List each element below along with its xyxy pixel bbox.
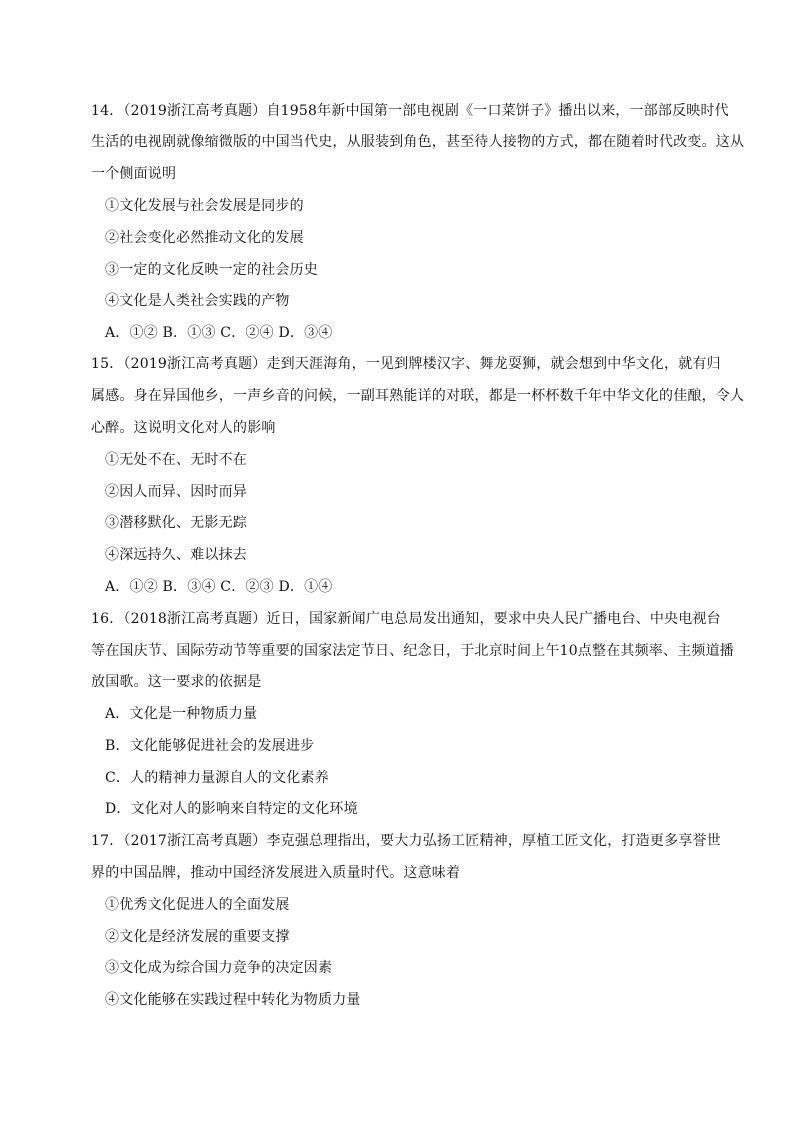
question-17-item-2: ②文化是经济发展的重要支撑 bbox=[105, 929, 290, 945]
question-16-stem-3: 放国歌。这一要求的依据是 bbox=[91, 674, 262, 690]
question-15-item-2: ②因人而异、因时而异 bbox=[105, 484, 247, 500]
question-14-stem-3: 一个侧面说明 bbox=[91, 166, 177, 182]
question-14-number: 14．（2019浙江高考真题） bbox=[91, 103, 267, 119]
question-17-stem-1: 李克强总理指出，要大力弘扬工匠精神，厚植工匠文化，打造更多享誉世 bbox=[266, 833, 721, 849]
question-16-choice-d: D．文化对人的影响来自特定的文化环境 bbox=[105, 801, 358, 817]
question-14-options: A．①② B．①③ C．②④ D．③④ bbox=[105, 325, 333, 341]
question-15-stem-1: 走到天涯海角，一见到牌楼汉字、舞龙耍狮，就会想到中华文化，就有归 bbox=[266, 356, 721, 372]
question-15-number: 15．（2019浙江高考真题） bbox=[91, 356, 267, 372]
question-16-number: 16．（2018浙江高考真题） bbox=[91, 611, 267, 627]
question-15-item-1: ①无处不在、无时不在 bbox=[105, 452, 247, 468]
question-15-line-1 bbox=[91, 354, 721, 374]
question-16-stem-1: 近日，国家新闻广电总局发出通知，要求中央人民广播电台、中央电视台 bbox=[266, 611, 721, 627]
question-16-choice-b: B．文化能够促进社会的发展进步 bbox=[105, 738, 315, 754]
question-16-line-1 bbox=[91, 609, 721, 629]
question-14-stem-2: 生活的电视剧就像缩微版的中国当代史，从服装到角色，甚至待人接物的方式，都在随着时代改变。这从 bbox=[91, 134, 745, 150]
question-14-item-1: ①文化发展与社会发展是同步的 bbox=[105, 198, 304, 214]
question-17-stem-2: 界的中国品牌，推动中国经济发展进入质量时代。这意味着 bbox=[91, 865, 461, 881]
question-15-stem-3: 心醉。这说明文化对人的影响 bbox=[91, 420, 276, 436]
question-17-number: 17．（2017浙江高考真题） bbox=[91, 833, 267, 849]
question-17-item-3: ③文化成为综合国力竞争的决定因素 bbox=[105, 960, 333, 976]
question-17-item-1: ①优秀文化促进人的全面发展 bbox=[105, 897, 290, 913]
question-15-stem-2: 属感。身在异国他乡，一声乡音的问候，一副耳熟能详的对联，都是一杯杯数千年中华文化的佳酿，令人 bbox=[91, 388, 745, 404]
question-16-stem-2: 等在国庆节、国际劳动节等重要的国家法定节日、纪念日，于北京时间上午10点整在其频率、主频道播 bbox=[91, 643, 735, 659]
question-14-item-2: ②社会变化必然推动文化的发展 bbox=[105, 230, 304, 246]
question-15-item-4: ④深远持久、难以抹去 bbox=[105, 547, 247, 563]
question-14-item-3: ③一定的文化反映一定的社会历史 bbox=[105, 262, 318, 278]
question-15-item-3: ③潜移默化、无影无踪 bbox=[105, 515, 247, 531]
question-17-line-1 bbox=[91, 831, 721, 851]
question-17-item-4: ④文化能够在实践过程中转化为物质力量 bbox=[105, 992, 361, 1008]
question-16-choice-c: C．人的精神力量源自人的文化素养 bbox=[105, 770, 329, 786]
question-14-stem-1: 自1958年新中国第一部电视剧《一口菜饼子》播出以来，一部部反映时代 bbox=[266, 103, 729, 119]
question-14-line-1 bbox=[91, 101, 729, 121]
question-16-choice-a: A．文化是一种物质力量 bbox=[105, 706, 258, 722]
question-14-item-4: ④文化是人类社会实践的产物 bbox=[105, 293, 290, 309]
question-15-options: A．①② B．③④ C．②③ D．①④ bbox=[105, 579, 333, 595]
